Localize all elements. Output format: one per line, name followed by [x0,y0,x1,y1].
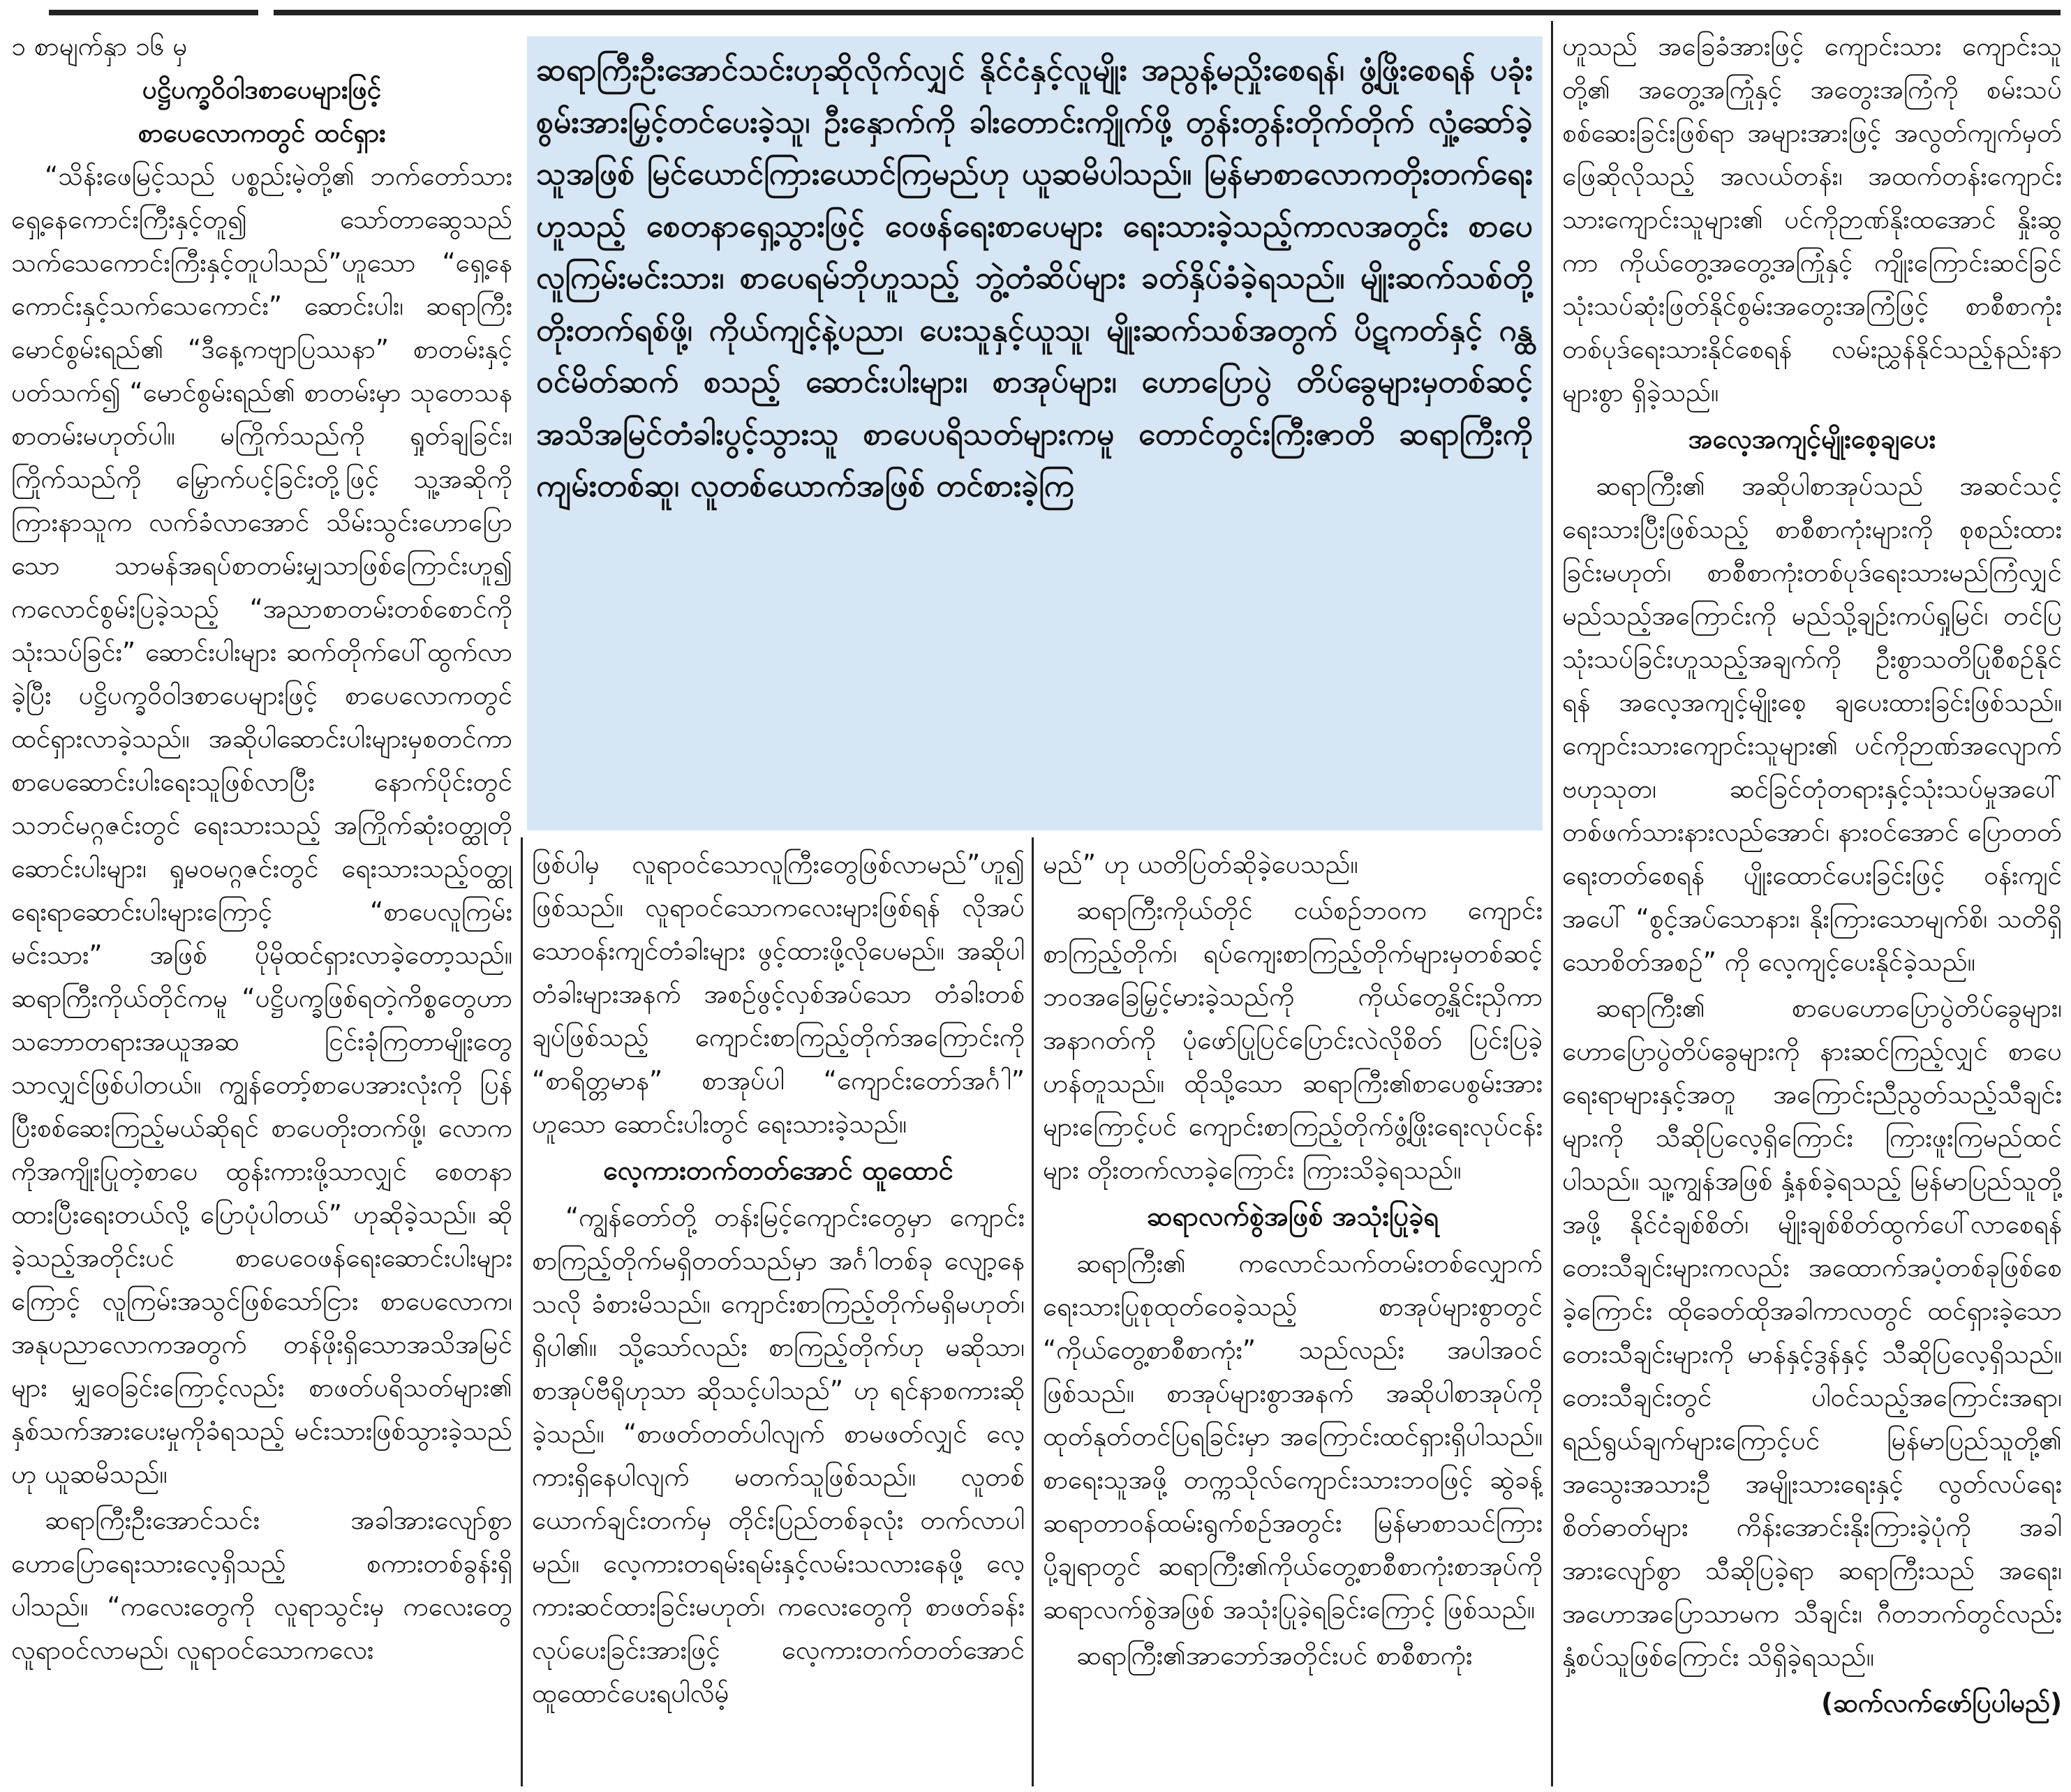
column-divider-1 [521,837,523,1786]
column-divider-3 [1551,21,1553,1786]
paragraph: ဟူသည် အခြေခံအားဖြင့် ကျောင်းသား ကျောင်းသူတို့၏ အတွေ့အကြုံနှင့် အတွေးအကြံကို စမ်းသပ်စစ်ဆေးခြင်းဖြစ်ရာ အများအားဖြင့် အလွတ်ကျက်မှတ်ဖြေဆိုလိုသည့် အလယ်တန်း၊ အထက်တန်းကျောင်းသားကျောင်းသူများ၏ ပင်ကိုဉာဏ်နိုးထအောင် နှိုးဆွကာ ကိုယ်တွေ့အတွေ့အကြုံနှင့် ကျိုးကြောင်းဆင်ခြင် သုံးသပ်ဆုံးဖြတ်နိုင်စွမ်းအတွေးအကြံဖြင့် စာစီစာကုံးတစ်ပုဒ်ရေးသားနိုင်စေရန် လမ်းညွှန်နိုင်သည့်နည်းနာများစွာ ရှိခဲ့သည်။ [1562,31,2062,408]
top-rule-left [49,10,258,15]
paragraph: ဖြစ်ပါမှ လူရာဝင်သောလူကြီးတွေဖြစ်လာမည်”ဟူ၍ ဖြစ်သည်။ လူရာဝင်သောကလေးများဖြစ်ရန် လိုအပ်သောဝန်းကျင်တံခါးများ ဖွင့်ထားဖို့လိုပေမည်။ အဆိုပါတံခါးများအနက် အစဉ်ဖွင့်လှစ်အပ်သော တံခါးတစ်ချပ်ဖြစ်သည့် ကျောင်းစာကြည့်တိုက်အကြောင်းကို “စာရိတ္တမာန” စာအုပ်ပါ “ကျောင်းတော်အင်္ဂါ” ဟူသော ဆောင်းပါးတွင် ရေးသားခဲ့သည်။ [532,849,1025,1139]
continued-note: (ဆက်လက်ဖော်ပြပါမည်) [1821,1688,2062,1718]
top-rule-main [274,10,2061,15]
paragraph: ဆရာကြီး၏ အဆိုပါစာအုပ်သည် အဆင်သင့်ရေးသားပြီးဖြစ်သည့် စာစီစာကုံးများကို စုစည်းထားခြင်းမဟုတ်၊ စာစီစာကုံးတစ်ပုဒ်ရေးသားမည်ကြံလျှင် မည်သည့်အကြောင်းကို မည်သို့ချဉ်းကပ်ရှုမြင်၊ တင်ပြ သုံးသပ်ခြင်းဟူသည့်အချက်ကို ဦးစွာသတိပြုစီစဉ်နိုင်ရန် အလေ့အကျင့်မျိုးစေ့ ချပေးထားခြင်းဖြစ်သည်။ ကျောင်းသားကျောင်းသူများ၏ ပင်ကိုဉာဏ်အလျောက် ဗဟုသုတ၊ ဆင်ခြင်တုံတရားနှင့်သုံးသပ်မှုအပေါ် တစ်ဖက်သားနားလည်အောင်၊ နားဝင်အောင် ပြောတတ်ရေးတတ်စေရန် ပျိုးထောင်ပေးခြင်းဖြင့် ဝန်းကျင်အပေါ် “စွင့်အပ်သောနား၊ နိုးကြားသောမျက်စိ၊ သတိရှိသောစိတ်အစဉ်” ကို လေ့ကျင့်ပေးနိုင်ခဲ့သည်။ [1562,471,2062,977]
article-column-3 [1043,843,1543,1786]
paragraph: ဆရာကြီးဦးအောင်သင်း အခါအားလျော်စွာ ဟောပြောရေးသားလေ့ရှိသည့် စကားတစ်ခွန်းရှိပါသည်။ “ကလေးတွေကို လူရာသွင်းမှ ကလေးတွေလူရာဝင်လာမည်၊ လူရာဝင်သောကလေး [11,1505,512,1665]
continuation-subheading-1: ပဋ္ဌိပက္ခဝိဝါဒစာပေများဖြင့် [142,75,382,105]
paragraph: “ကျွန်တော်တို့ တန်းမြင့်ကျောင်းတွေမှာ ကျောင်းစာကြည့်တိုက်မရှိတတ်သည်မှာ အင်္ဂါတစ်ခု လျော့နေသလို ခံစားမိသည်။ ကျောင်းစာကြည့်တိုက်မရှိမဟုတ်၊ ရှိပါ၏။ သို့သော်လည်း စာကြည့်တိုက်ဟု မဆိုသာ၊ စာအုပ်ဗီရိုဟုသာ ဆိုသင့်ပါသည်” ဟု ရင်နာစကားဆိုခဲ့သည်။ “စာဖတ်တတ်ပါလျက် စာမဖတ်လျှင် လေ့ကားရှိနေပါလျက် မတက်သူဖြစ်သည်။ လူတစ်ယောက်ချင်းတက်မှ တိုင်းပြည်တစ်ခုလုံး တက်လာပါမည်။ လေ့ကားတရမ်းရမ်းနှင့်လမ်းသလားနေဖို့ လေ့ကားဆင်ထားခြင်းမဟုတ်၊ ကလေးတွေကို စာဖတ်ခန်းလုပ်ပေးခြင်းအားဖြင့် လေ့ကားတက်တတ်အောင် ထူထောင်ပေးရပါလိမ့် [532,1202,1025,1708]
article-column-1 [11,25,512,1787]
article-column-4 [1562,25,2062,1787]
paragraph: ဆရာကြီး၏ စာပေဟောပြောပွဲတိပ်ခွေများ၊ ဟောပြောပွဲတိပ်ခွေများကို နားဆင်ကြည့်လျှင် စာပေရေးရာများနှင့်အတူ အကြောင်းညီညွတ်သည့်သီချင်းများကို သီဆိုပြလေ့ရှိကြောင်း ကြားဖူးကြမည်ထင်ပါသည်။ သူ့ကျွန်အဖြစ် နှံ့နစ်ခဲ့ရသည့် မြန်မာပြည်သူတို့အဖို့ နိုင်ငံချစ်စိတ်၊ မျိုးချစ်စိတ်ထွက်ပေါ်လာစေရန် တေးသီချင်းများကလည်း အထောက်အပံ့တစ်ခုဖြစ်စေခဲ့ကြောင်း ထိုခေတ်ထိုအခါကာလတွင် ထင်ရှားခဲ့သော တေးသီချင်းများကို မာန်နှင့်ဒွန်နှင့် သီဆိုပြလေ့ရှိသည်။ တေးသီချင်းတွင် ပါဝင်သည့်အကြောင်းအရာ၊ ရည်ရွယ်ချက်များကြောင့်ပင် မြန်မာပြည်သူတို့၏ အသွေးအသားဦ အမျိုးသားရေးနှင့် လွတ်လပ်ရေးစိတ်ဓာတ်များ ကိန်းအောင်းနိုးကြားခဲ့ပုံကို အခါအားလျော်စွာ သီဆိုပြခဲ့ရာ ဆရာကြီးသည် အရေး၊ အဟောအပြောသာမက သီချင်း၊ ဂီတဘက်တွင်လည်း နှံ့စပ်သူဖြစ်ကြောင်း သိရှိခဲ့ရသည်။ [1562,993,2062,1672]
paragraph: ဆရာကြီး၏ ကလောင်သက်တမ်းတစ်လျှောက် ရေးသားပြုစုထုတ်ဝေခဲ့သည့် စာအုပ်များစွာတွင် “ကိုယ်တွေ့စာစီစာကုံး” သည်လည်း အပါအဝင်ဖြစ်သည်။ စာအုပ်များစွာအနက် အဆိုပါစာအုပ်ကို ထုတ်နုတ်တင်ပြရခြင်းမှာ အကြောင်းထင်ရှားရှိပါသည်။ စာရေးသူအဖို့ တက္ကသိုလ်ကျောင်းသားဘဝဖြင့် ဆွဲခန့်ဆရာတာဝန်ထမ်းရွက်စဉ်အတွင်း မြန်မာစာသင်ကြားပို့ချရာတွင် ဆရာကြီး၏ကိုယ်တွေ့စာစီစာကုံးစာအုပ်ကို ဆရာလက်စွဲအဖြစ် အသုံးပြုခဲ့ရခြင်းကြောင့် ဖြစ်သည်။ [1043,1248,1543,1625]
continuation-subheading-2: စာပေလောကတွင် ထင်ရှား [138,118,386,148]
paragraph: ဆရာကြီးကိုယ်တိုင် ငယ်စဉ်ဘဝက ကျောင်းစာကြည့်တိုက်၊ ရပ်ကျေးစာကြည့်တိုက်များမှတစ်ဆင့် ဘဝအခြေမြှင့်မားခဲ့သည်ကို ကိုယ်တွေ့နှိုင်းညှိကာ အနာဂတ်ကို ပုံဖော်ပြုပြင်ပြောင်းလဲလိုစိတ် ပြင်းပြခဲ့ဟန်တူသည်။ ထိုသို့သော ဆရာကြီး၏စာပေစွမ်းအားများကြောင့်ပင် ကျောင်းစာကြည့်တိုက်ဖွံ့ဖြိုးရေးလုပ်ငန်းများ တိုးတက်လာခဲ့ကြောင်း ကြားသိခဲ့ရသည်။ [1043,895,1543,1185]
article-column-2 [532,843,1025,1786]
continuation-note [11,25,512,155]
paragraph: ဆရာကြီး၏အာဘော်အတိုင်းပင် စာစီစာကုံး [1076,1641,1473,1671]
section-heading: အလေ့အကျင့်မျိုးစေ့ချပေး [1688,424,1936,454]
column-divider-2 [1032,837,1034,1786]
highlight-text: ဆရာကြီးဦးအောင်သင်းဟုဆိုလိုက်လျှင် နိုင်ငံနှင့်လူမျိုး အညွန့်မညှိုးစေရန်၊ ဖွံ့ဖြိုးစေရန် ပခုံးစွမ်းအားမြှင့်တင်ပေးခဲ့သူ၊ ဦးနှောက်ကို ခါးတောင်းကျိုက်ဖို့ တွန်းတွန်းတိုက်တိုက် လှုံ့ဆော်ခဲ့သူအဖြစ် မြင်ယောင်ကြားယောင်ကြမည်ဟု ယူဆမိပါသည်။ မြန်မာစာလောကတိုးတက်ရေးဟူသည့် စေတနာရှေ့သွားဖြင့် ဝေဖန်ရေးစာပေများ ရေးသားခဲ့သည့်ကာလအတွင်း စာပေလူကြမ်းမင်းသား၊ စာပေရမ်ဘိုဟူသည့် ဘွဲ့တံဆိပ်များ ခတ်နှိပ်ခံခဲ့ရသည်။ မျိုးဆက်သစ်တို့ တိုးတက်ရစ်ဖို့၊ ကိုယ်ကျင့်နဲ့ပညာ၊ ပေးသူနှင့်ယူသူ၊ မျိုးဆက်သစ်အတွက် ပိဋကတ်နှင့် ဂန္ထဝင်မိတ်ဆက် စသည့် ဆောင်းပါးများ၊ စာအုပ်များ၊ ဟောပြောပွဲ တိပ်ခွေများမှတစ်ဆင့် အသိအမြင်တံခါးပွင့်သွားသူ စာပေပရိသတ်များကမူ တောင်တွင်းကြီးဇာတိ ဆရာကြီးကို ကျမ်းတစ်ဆူ၊ လူတစ်ယောက်အဖြစ် တင်စားခဲ့ကြ [536,52,1533,504]
paragraph: မည်” ဟု ယတိပြတ်ဆိုခဲ့ပေသည်။ [1043,849,1358,879]
paragraph: “သိန်းဖေမြင့်သည် ပစ္စည်းမဲ့တို့၏ ဘက်တော်သားရှေ့နေကောင်းကြီးနှင့်တူ၍ သော်တာဆွေသည် သက်သေကောင်းကြီးနှင့်တူပါသည်”ဟူသော “ရှေ့နေကောင်းနှင့်သက်သေကောင်း” ဆောင်းပါး၊ ဆရာကြီးမောင်စွမ်းရည်၏ “ဒီနေ့ကဗျာပြဿနာ” စာတမ်းနှင့်ပတ်သက်၍ “မောင်စွမ်းရည်၏ စာတမ်းမှာ သုတေသနစာတမ်းမဟုတ်ပါ။ မကြိုက်သည်ကို ရှုတ်ချခြင်း၊ ကြိုက်သည်ကို မြှောက်ပင့်ခြင်းတို့ဖြင့် သူ့အဆိုကို ကြားနာသူက လက်ခံလာအောင် သိမ်းသွင်းဟောပြောသော သာမန်အရပ်စာတမ်းမျှသာဖြစ်ကြောင်းဟူ၍ ကလောင်စွမ်းပြခဲ့သည့် “အညာစာတမ်းတစ်စောင်ကို သုံးသပ်ခြင်း” ဆောင်းပါးများ ဆက်တိုက်ပေါ်ထွက်လာခဲ့ပြီး ပဋ္ဌိပက္ခဝိဝါဒစာပေများဖြင့် စာပေလောကတွင် ထင်ရှားလာခဲ့သည်။ အဆိုပါဆောင်းပါးများမှစတင်ကာ စာပေဆောင်းပါးရေးသူဖြစ်လာပြီး နောက်ပိုင်းတွင် သဘင်မဂ္ဂဇင်းတွင် ရေးသားသည့် အကြိုက်ဆုံးဝတ္ထုတိုဆောင်းပါးများ၊ ရှုမဝမဂ္ဂဇင်းတွင် ရေးသားသည့်ဝတ္ထုရေးရာဆောင်းပါးများကြောင့် “စာပေလူကြမ်းမင်းသား” အဖြစ် ပိုမိုထင်ရှားလာခဲ့တော့သည်။ ဆရာကြီးကိုယ်တိုင်ကမူ “ပဋ္ဌိပက္ခဖြစ်ရတဲ့ကိစ္စတွေဟာ သဘောတရားအယူအဆ ငြင်းခုံကြတာမျိုးတွေသာလျှင်ဖြစ်ပါတယ်။ ကျွန်တော့်စာပေအားလုံးကို ပြန်ပြီးစစ်ဆေးကြည့်မယ်ဆိုရင် စာပေတိုးတက်ဖို့၊ လောကကိုအကျိုးပြုတဲ့စာပေ ထွန်းကားဖို့သာလျှင် စေတနာထားပြီးရေးတယ်လို့ ပြောပုံပါတယ်” ဟုဆိုခဲ့သည်။ ဆိုခဲ့သည့်အတိုင်းပင် စာပေဝေဖန်ရေးဆောင်းပါးများကြောင့် လူကြမ်းအသွင်ဖြစ်သော်ငြား စာပေလောက၊ အနုပညာလောကအတွက် တန်ဖိုးရှိသောအသိအမြင်များ မျှဝေခြင်းကြောင့်လည်း စာဖတ်ပရိသတ်များ၏ နှစ်သက်အားပေးမှုကိုခံရသည့် မင်းသားဖြစ်သွားခဲ့သည်ဟု ယူဆမိသည်။ [11,161,512,1489]
continuation-line: ၁ စာမျက်နှာ ၁၆ မှ [11,31,188,61]
section-heading: ဆရာလက်စွဲအဖြစ် အသုံးပြုခဲ့ရ [1146,1201,1439,1232]
section-heading: လေ့ကားတက်တတ်အောင် ထူထောင် [603,1155,953,1186]
